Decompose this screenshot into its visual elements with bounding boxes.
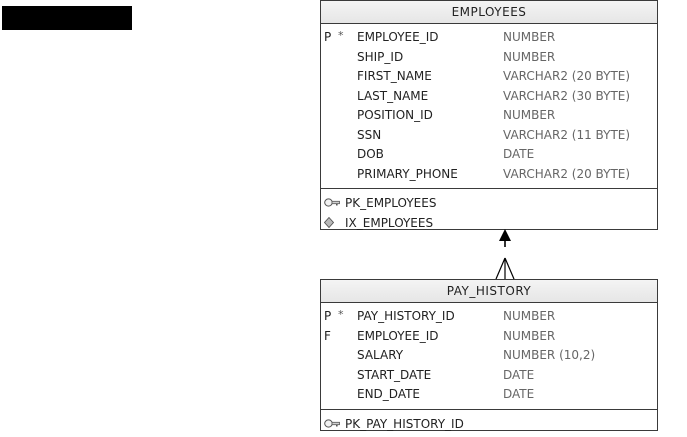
pay-history-title: PAY_HISTORY — [321, 280, 657, 303]
key-name: IX_EMPLOYEES — [345, 216, 434, 230]
pay-history-keys — [321, 410, 657, 437]
column-type: NUMBER — [503, 49, 556, 64]
column-type: NUMBER — [503, 328, 556, 343]
column-row — [321, 164, 657, 184]
employees-columns — [321, 24, 657, 189]
column-row — [321, 365, 657, 385]
column-row — [321, 345, 657, 365]
pay-history-table[interactable] — [320, 279, 658, 431]
crows-foot-icon — [505, 258, 514, 279]
column-name: EMPLOYEE_ID — [357, 328, 439, 343]
crows-foot-icon — [496, 258, 505, 279]
column-name: PAY_HISTORY_ID — [357, 309, 455, 323]
employees-keys — [321, 189, 657, 236]
column-type: DATE — [503, 387, 535, 401]
column-row — [321, 105, 657, 125]
key-row — [321, 193, 657, 213]
pay-history-columns — [321, 303, 657, 410]
column-name: PRIMARY_PHONE — [357, 166, 458, 181]
key-icon — [324, 418, 340, 429]
column-type: DATE — [503, 367, 535, 382]
column-type: NUMBER — [503, 108, 556, 122]
column-type: DATE — [503, 147, 535, 161]
column-row — [321, 125, 657, 145]
column-row — [321, 66, 657, 86]
column-row — [321, 384, 657, 404]
column-type: VARCHAR2 (30 BYTE) — [503, 88, 631, 103]
required-marker: * — [338, 29, 344, 42]
column-name: LAST_NAME — [357, 88, 429, 103]
key-name: PK_PAY_HISTORY_ID — [345, 416, 464, 431]
arrowhead-icon — [499, 229, 511, 241]
column-row — [321, 86, 657, 106]
column-row — [321, 47, 657, 67]
column-name: DOB — [357, 147, 384, 161]
employees-title: EMPLOYEES — [321, 1, 657, 24]
relationship-connector — [490, 228, 520, 280]
column-name: SSN — [357, 127, 382, 142]
column-name: EMPLOYEE_ID — [357, 30, 439, 44]
column-name: START_DATE — [357, 367, 432, 382]
column-type: NUMBER (10,2) — [503, 348, 596, 362]
key-row — [321, 213, 657, 233]
column-row — [321, 27, 657, 47]
redaction-bar — [2, 6, 132, 30]
key-flag: P — [324, 30, 332, 44]
column-type: NUMBER — [503, 30, 556, 44]
column-type: VARCHAR2 (20 BYTE) — [503, 166, 631, 181]
required-marker: * — [338, 308, 344, 321]
column-row — [321, 306, 657, 326]
column-type: NUMBER — [503, 309, 556, 323]
employees-table[interactable] — [320, 0, 658, 230]
column-name: POSITION_ID — [357, 108, 433, 122]
key-flag: P — [324, 309, 332, 323]
column-row — [321, 144, 657, 164]
column-row — [321, 326, 657, 346]
index-diamond-icon — [324, 217, 340, 228]
column-type: VARCHAR2 (11 BYTE) — [503, 127, 631, 142]
key-icon — [324, 197, 340, 208]
column-name: SALARY — [357, 348, 404, 362]
column-name: FIRST_NAME — [357, 69, 432, 83]
column-type: VARCHAR2 (20 BYTE) — [503, 69, 631, 83]
column-name: SHIP_ID — [357, 49, 404, 64]
key-name: PK_EMPLOYEES — [345, 196, 437, 210]
key-flag: F — [324, 328, 331, 343]
column-name: END_DATE — [357, 387, 421, 401]
